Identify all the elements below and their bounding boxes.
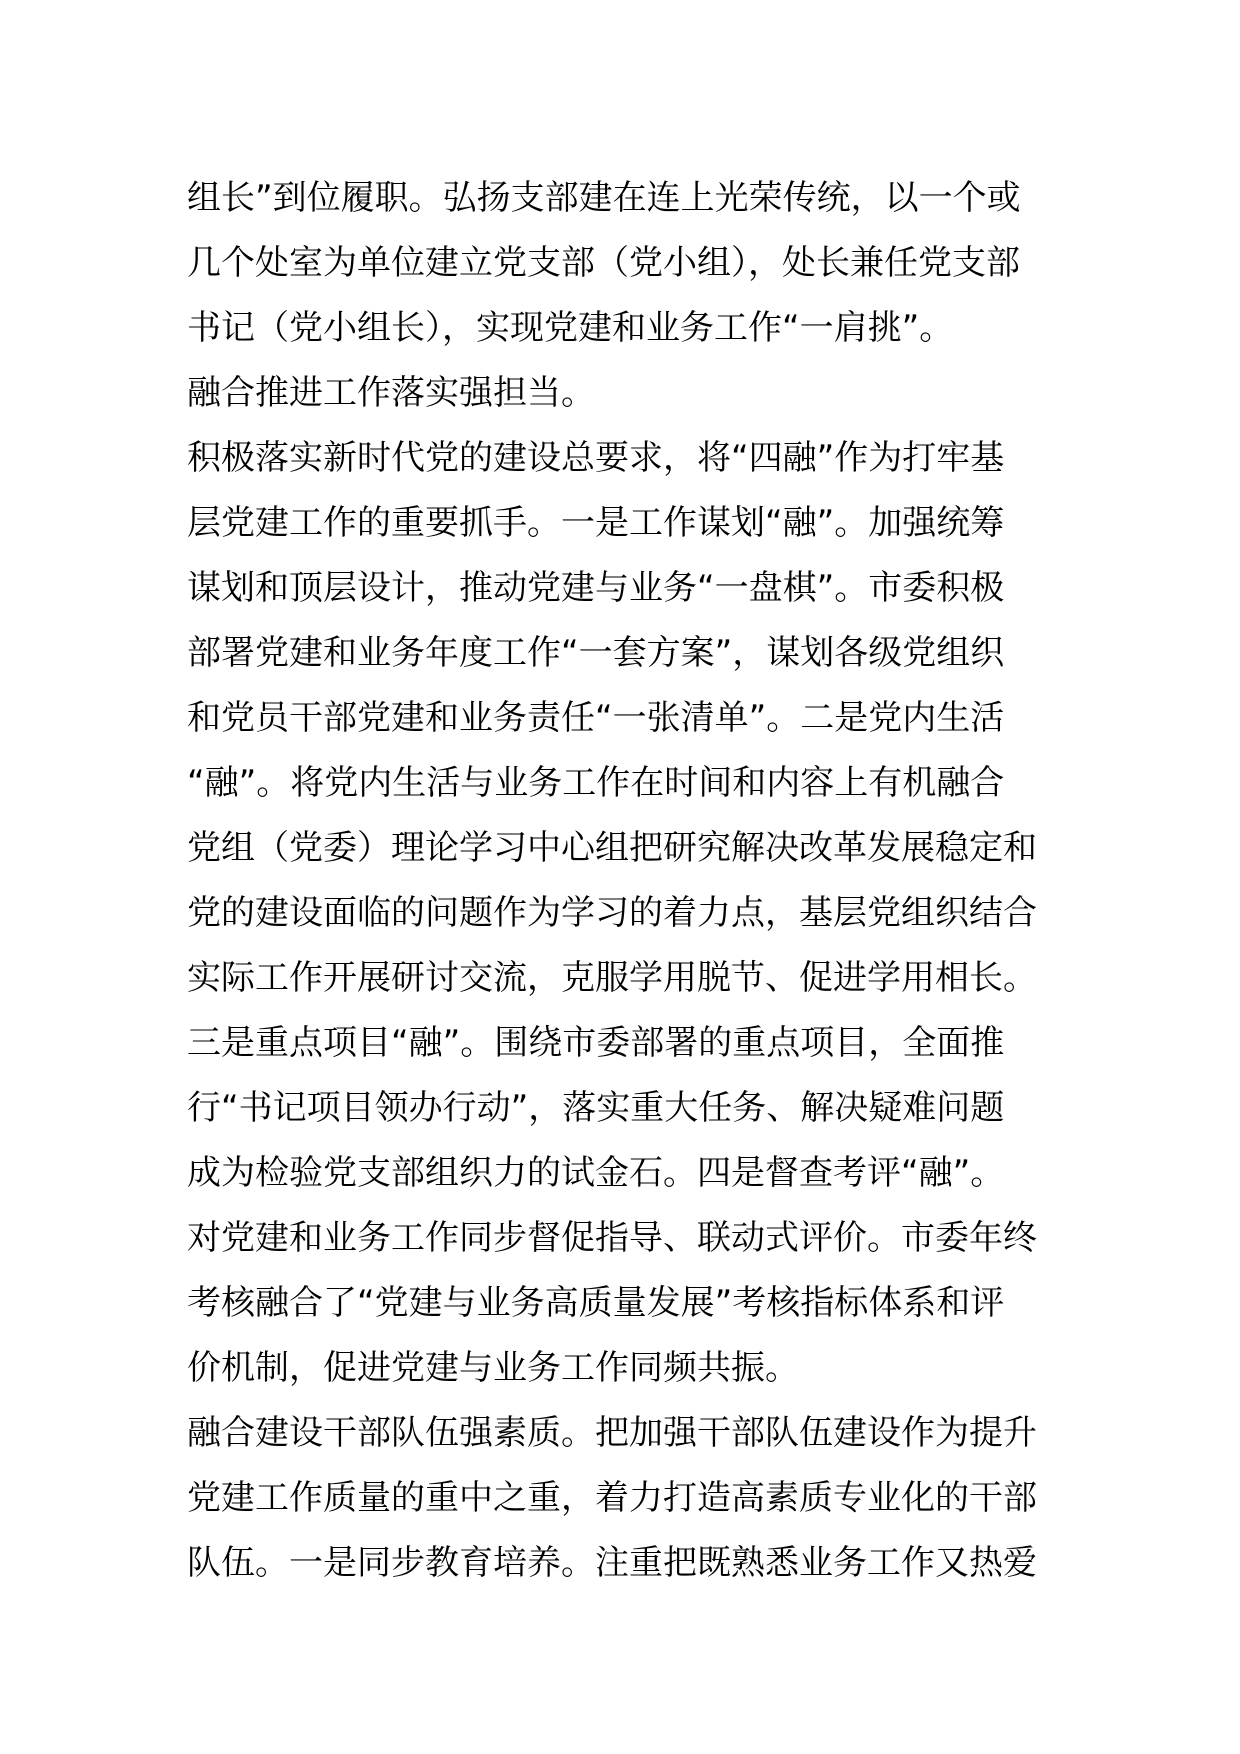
text-line: 书记（党小组长），实现党建和业务工作“一肩挑”。 [187, 308, 954, 348]
text-line: 队伍。一是同步教育培养。注重把既熟悉业务工作又热爱 [187, 1543, 1037, 1583]
document-body [187, 166, 1067, 1596]
section-heading: 融合建设干部队伍强素质。把加强干部队伍建设作为提升 [187, 1413, 1037, 1453]
text-line: 价机制，促进党建与业务工作同频共振。 [187, 1348, 799, 1388]
text-line: 党建工作质量的重中之重，着力打造高素质专业化的干部 [187, 1478, 1037, 1518]
text-line: 考核融合了“党建与业务高质量发展”考核指标体系和评 [187, 1283, 1005, 1323]
text-line: 组长”到位履职。弘扬支部建在连上光荣传统，以一个或 [187, 178, 1021, 218]
text-line: 三是重点项目“融”。围绕市委部署的重点项目，全面推 [187, 1023, 1005, 1063]
text-line: 几个处室为单位建立党支部（党小组），处长兼任党支部 [187, 243, 1020, 283]
text-line: 党的建设面临的问题作为学习的着力点，基层党组织结合 [187, 893, 1037, 933]
text-line: 部署党建和业务年度工作“一套方案”，谋划各级党组织 [187, 633, 1005, 673]
text-line: 行“书记项目领办行动”，落实重大任务、解决疑难问题 [187, 1088, 1005, 1128]
text-line: “融”。将党内生活与业务工作在时间和内容上有机融合 [187, 763, 1005, 803]
text-line: 层党建工作的重要抓手。一是工作谋划“融”。加强统筹 [187, 503, 1005, 543]
text-line: 成为检验党支部组织力的试金石。四是督查考评“融”。 [187, 1153, 1005, 1193]
text-line: 党组（党委）理论学习中心组把研究解决改革发展稳定和 [187, 828, 1037, 868]
text-line: 谋划和顶层设计，推动党建与业务“一盘棋”。市委积极 [187, 568, 1005, 608]
text-line: 和党员干部党建和业务责任“一张清单”。二是党内生活 [187, 698, 1005, 738]
text-line: 积极落实新时代党的建设总要求，将“四融”作为打牢基 [187, 438, 1005, 478]
section-heading: 融合推进工作落实强担当。 [187, 373, 595, 413]
text-line: 对党建和业务工作同步督促指导、联动式评价。市委年终 [187, 1218, 1037, 1258]
text-line: 实际工作开展研讨交流，克服学用脱节、促进学用相长。 [187, 958, 1037, 998]
